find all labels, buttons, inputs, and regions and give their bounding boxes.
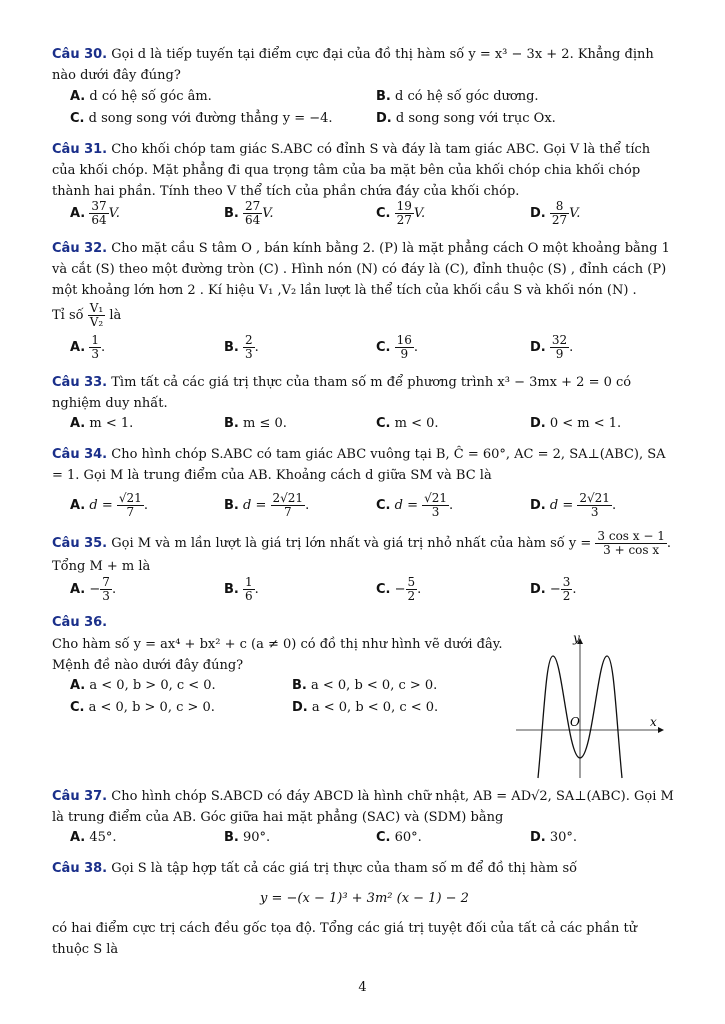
q33-option-b[interactable]: B. m ≤ 0. — [224, 416, 287, 431]
question-33 — [52, 372, 677, 414]
question-32 — [52, 238, 677, 301]
q34-option-d[interactable]: D. d = $\frac{2√21}{3}$ . — [530, 491, 617, 519]
q31-option-b[interactable]: B. $\frac{27}{64}$ V. — [224, 199, 274, 227]
q32-option-c[interactable]: C. $\frac{16}{9}$ . — [376, 333, 419, 361]
q34-option-c[interactable]: C. d = $\frac{√21}{3}$ . — [376, 491, 454, 519]
q36-function-graph — [510, 626, 670, 782]
q36-option-c[interactable]: C. a < 0, b > 0, c > 0. — [70, 700, 215, 715]
q30-option-d[interactable]: D. d song song với trục Ox. — [376, 111, 556, 126]
question-35: Câu 35. Gọi M và m lần lượt là giá trị lớn nhất và giá trị nhỏ nhất của hàm số y = $\frac{\text{3 cos x − 1}}{\text{3 + cos x}}$ . — [52, 529, 671, 557]
q36-option-b[interactable]: B. a < 0, b < 0, c > 0. — [292, 678, 438, 693]
q33-option-c[interactable]: C. m < 0. — [376, 416, 439, 431]
question-31 — [52, 139, 677, 202]
question-text: Cho hình chóp S.ABC có tam giác ABC vuông tại B, Ĉ = 60°, AC = 2, SA⊥(ABC), SA = 1. Gọi M là trung điểm của AB. Khoảng cách d giữa SM và BC là — [52, 447, 666, 483]
question-30 — [52, 44, 677, 86]
question-label: Câu 32. — [52, 241, 108, 256]
y-axis-label: y — [573, 631, 580, 645]
question-text: Cho hình chóp S.ABCD có đáy ABCD là hình chữ nhật, AB = AD√2, SA⊥(ABC). Gọi M là trung điểm của AB. Góc giữa hai mặt phẳng (SAC) và (SDM) bằng — [52, 789, 674, 825]
q36-option-a[interactable]: A. a < 0, b > 0, c < 0. — [70, 678, 216, 693]
question-text: Gọi d là tiếp tuyến tại điểm cực đại của đồ thị hàm số y = x³ − 3x + 2. Khẳng định nào dưới đây đúng? — [52, 47, 654, 83]
q35-option-d[interactable]: D. − $\frac{3}{2}$ . — [530, 575, 577, 603]
q35-option-a[interactable]: A. − $\frac{7}{3}$ . — [70, 575, 117, 603]
question-37 — [52, 786, 677, 828]
q37-option-a[interactable]: A. 45°. — [70, 830, 117, 845]
question-text: Cho khối chóp tam giác S.ABC có đỉnh S và đáy là tam giác ABC. Gọi V là thể tích của khối chóp. Mặt phẳng đi qua trọng tâm của ba mặt bên của khối chóp chia khối chóp thành hai phần. Tính theo V thể tích của phần chứa đáy của khối chóp. — [52, 142, 651, 199]
question-35-line2: Tổng M + m là — [52, 559, 151, 574]
question-label: Câu 33. — [52, 375, 108, 390]
page-number: 4 — [358, 980, 367, 995]
question-text: Cho mặt cầu S tâm O , bán kính bằng 2. (P) là mặt phẳng cách O một khoảng bằng 1 và cắt (S) theo một đường tròn (C) . Hình nón (N) có đáy là (C), đỉnh thuộc (S) , đỉnh cách (P) một khoảng lớn hơn 2 . Kí hiệu V₁ ,V₂ lần lượt là thể tích của khối cầu S và khối nón (N) . — [52, 241, 670, 298]
q37-option-d[interactable]: D. 30°. — [530, 830, 578, 845]
question-38-line2: có hai điểm cực trị cách đều gốc tọa độ. Tổng các giá trị tuyệt đối của tất cả các phần tử thuộc S là — [52, 921, 638, 957]
origin-label: O — [570, 715, 580, 729]
q34-option-b[interactable]: B. d = $\frac{2√21}{7}$ . — [224, 491, 310, 519]
question-36-text: Cho hàm số y = ax⁴ + bx² + c (a ≠ 0) có đồ thị như hình vẽ dưới đây. Mệnh đề nào dưới đây đúng? — [52, 637, 503, 673]
q31-option-a[interactable]: A. $\frac{37}{64}$ V. — [70, 199, 120, 227]
q37-option-b[interactable]: B. 90°. — [224, 830, 271, 845]
q31-option-d[interactable]: D. $\frac{8}{27}$ V. — [530, 199, 581, 227]
question-label: Câu 35. — [52, 536, 108, 551]
x-axis-label: x — [650, 715, 657, 729]
question-38 — [52, 858, 677, 879]
question-text: Gọi S là tập hợp tất cả các giá trị thực của tham số m để đồ thị hàm số — [111, 861, 578, 876]
question-label: Câu 37. — [52, 789, 108, 804]
q30-option-a[interactable]: A. d có hệ số góc âm. — [70, 89, 212, 104]
q32-ratio: Tỉ số $\frac{\text{V₁}}{\text{V₂}}$ là — [52, 301, 122, 329]
q30-option-b[interactable]: B. d có hệ số góc dương. — [376, 89, 539, 104]
q33-option-a[interactable]: A. m < 1. — [70, 416, 134, 431]
q31-option-c[interactable]: C. $\frac{19}{27}$ V. — [376, 199, 426, 227]
q32-option-d[interactable]: D. $\frac{32}{9}$ . — [530, 333, 574, 361]
question-label: Câu 38. — [52, 861, 108, 876]
q32-option-a[interactable]: A. $\frac{1}{3}$ . — [70, 333, 106, 361]
q32-option-b[interactable]: B. $\frac{2}{3}$ . — [224, 333, 259, 361]
q34-option-a[interactable]: A. d = $\frac{√21}{7}$ . — [70, 491, 148, 519]
question-text: Tìm tất cả các giá trị thực của tham số m để phương trình x³ − 3mx + 2 = 0 có nghiệm duy nhất. — [52, 375, 632, 411]
q35-option-b[interactable]: B. $\frac{1}{6}$ . — [224, 575, 259, 603]
q36-option-d[interactable]: D. a < 0, b < 0, c < 0. — [292, 700, 439, 715]
q35-option-c[interactable]: C. − $\frac{5}{2}$ . — [376, 575, 422, 603]
question-34 — [52, 444, 677, 486]
question-label: Câu 30. — [52, 47, 108, 62]
question-text: Gọi M và m lần lượt là giá trị lớn nhất và giá trị nhỏ nhất của hàm số y = — [111, 536, 592, 551]
q37-option-c[interactable]: C. 60°. — [376, 830, 422, 845]
x-axis-arrow — [658, 727, 664, 733]
q30-option-c[interactable]: C. d song song với đường thẳng y = −4. — [70, 111, 333, 126]
question-label: Câu 31. — [52, 142, 108, 157]
question-label: Câu 34. — [52, 447, 108, 462]
q33-option-d[interactable]: D. 0 < m < 1. — [530, 416, 622, 431]
q38-formula: y = −(x − 1)³ + 3m² (x − 1) − 2 — [260, 891, 469, 906]
question-label: Câu 36. — [52, 615, 108, 630]
